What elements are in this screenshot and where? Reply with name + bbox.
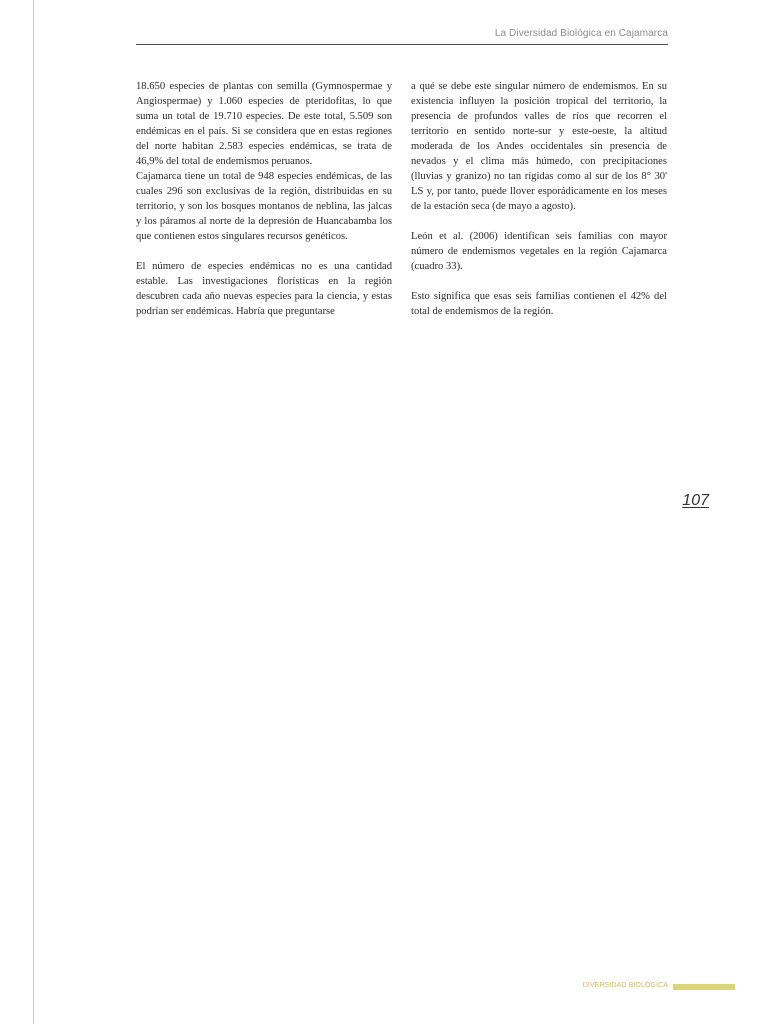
footer-section-label: DIVERSIDAD BIOLÓGICA [582,982,668,989]
right-paragraph-2: León et al. (2006) identifican seis familias con mayor número de endemismos vegetales en la región Cajamarca (cuadro 33). [411,231,667,272]
right-text-column [411,79,667,334]
left-text-column [136,79,392,334]
page-number: 107 [682,492,709,509]
left-paragraph-3: El número de especies endémicas no es una cantidad estable. Las investigaciones florísticas en la región descubren cada año nuevas especies para la ciencia, y estas podrían ser endémicas. Habría que preguntarse [136,261,392,317]
header-divider [136,44,668,45]
page-edge-rule [33,0,34,1024]
right-paragraph-3: Esto significa que esas seis familias contienen el 42% del total de endemismos de la región. [411,291,667,317]
left-paragraph-1: 18.650 especies de plantas con semilla (Gymnospermae y Angiospermae) y 1.060 especies de pteridofitas, lo que suma un total de 19.710 especies. De este total, 5.509 son endémicas en el país. Si se considera que en estas regiones del norte habitan 2.583 especies endémicas, se trata de 46,9% del total de endemismos peruanos. [136,81,392,167]
left-paragraph-2: Cajamarca tiene un total de 948 especies endémicas, de las cuales 296 son exclusivas de la región, distribuidas en su territorio, y son los bosques montanos de neblina, las jalcas y los páramos al norte de la depresión de Huancabamba los que contienen estos singulares recursos genéticos. [136,171,392,242]
right-paragraph-1: a qué se debe este singular número de endemismos. En su existencia influyen la posición tropical del territorio, la presencia de profundos valles de ríos que recorren el territorio en sentido norte-sur y este-oeste, la altitud moderada de los Andes occidentales sin presencia de nevados y el clima más húmedo, con precipitaciones (lluvias y granizo) no tan rígidas como al sur de los 8° 30' LS y, por tanto, puede llover esporádicamente en los meses de la estación seca (de mayo a agosto). [411,81,667,212]
footer-accent-bar [673,984,735,990]
running-header: La Diversidad Biológica en Cajamarca [494,28,668,39]
